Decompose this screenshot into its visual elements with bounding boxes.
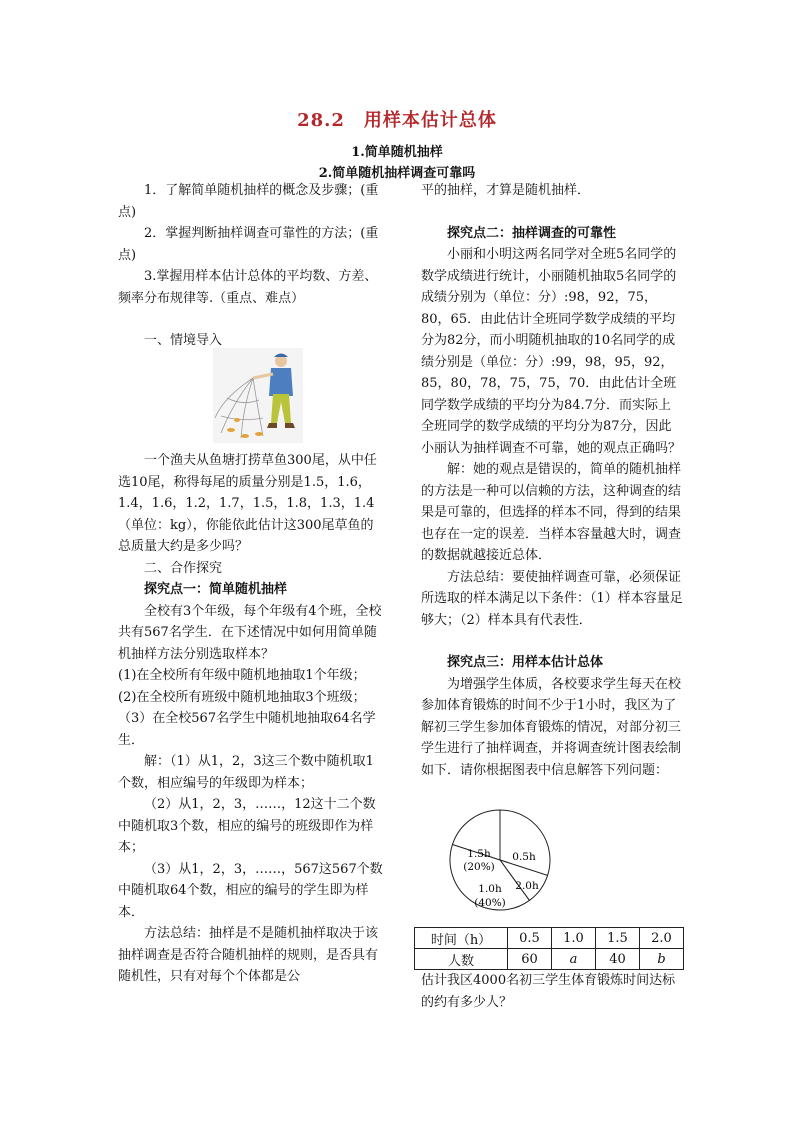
time-cell: 1.5: [596, 928, 640, 949]
point1-item-3: （3）在全校567名学生中随机地抽取64名学生．: [118, 711, 376, 748]
count-cell: a: [552, 949, 596, 970]
point2-solution: 解：她的观点是错误的，简单的随机抽样的方法是一种可以信赖的方法，这种调查的结果是可靠的，但选择的样本不同，得到的结果也存在一定的误差．当样本容量越大时，调查的数据就越接近总体．: [421, 462, 682, 563]
slice-percent-1.0h: (40%): [474, 897, 506, 909]
point1-heading: 探究点一：简单随机抽样: [144, 582, 288, 597]
point1-item-1: (1)在全校所有年级中随机地抽取1个年级；: [118, 668, 366, 683]
table-row: [415, 928, 684, 949]
slice-label-1.0h: 1.0h: [478, 883, 502, 895]
slice-percent-1.5h: (20%): [463, 861, 495, 873]
point2-summary: 方法总结：要使抽样调查可靠，必须保证所选取的样本满足以下条件：（1）样本容量足够大；（2）样本具有代表性．: [421, 569, 683, 628]
intro-problem: 一个渔夫从鱼塘打捞草鱼300尾，从中任选10尾，称得每尾的质量分别是1.5，1.6，1.4，1.6，1.2，1.7，1.5，1.8，1.3，1.4（单位：kg），你能依此估计这300尾草鱼的总质量大约是多少吗？: [118, 453, 377, 554]
subtitle-1: 1.简单随机抽样: [351, 145, 443, 160]
point1-item-2: (2)在全校所有班级中随机地抽取3个班级；: [118, 689, 366, 705]
point1-summary: 方法总结：抽样是不是随机抽样取决于该抽样调查是否符合随机抽样的规则，是否具有随机性，只有对每个个体都是公: [118, 926, 379, 984]
time-cell: 1.0: [552, 928, 596, 949]
point1-solution-3: （3）从1，2，3，……，567这567个数中随机取64个数，相应的编号的学生即为样本．: [118, 861, 383, 920]
left-column-lower: [118, 450, 383, 988]
count-cell: b: [640, 949, 684, 970]
point2-question: 小丽和小明这两名同学对全班5名同学的数学成绩进行统计，小丽随机抽取5名同学的成绩分别为（单位：分）:98，92，75，80，65．由此估计全班同学数学成绩的平均分为82分，而小明随机抽取的10名同学的成绩分别是（单位：分）:99，98，95，92，85，80，78，75，75，70．由此估计全班同学数学成绩的平均分为84.7分．而实际上全班同学的数学成绩的平均分为87分，因此小丽认为抽样调查不可靠，她的观点正确吗？: [421, 247, 682, 456]
slice-label-2.0h: 2.0h: [515, 880, 539, 892]
time-cell: 2.0: [640, 928, 684, 949]
count-cell: 60: [508, 949, 552, 970]
slice-label-1.5h: 1.5h: [467, 848, 491, 860]
row-header-time: 时间（h）: [415, 928, 508, 949]
time-cell: 0.5: [508, 928, 552, 949]
point2-heading: 探究点二：抽样调查的可靠性: [447, 225, 617, 241]
point1-solution-1: 解：（1）从1，2，3这三个数中随机取1个数，相应编号的年级即为样本；: [118, 754, 374, 791]
point1-solution-2: （2）从1，2，3，……，12这十二个数中随机取3个数，相应的编号的班级即作为样本；: [118, 797, 376, 855]
slice-label-0.5h: 0.5h: [512, 851, 536, 863]
goal-3: 3.掌握用样本估计总体的平均数、方差、频率分布规律等.（重点、难点）: [118, 269, 378, 306]
fisherman-illustration: [213, 348, 303, 443]
page-title: 28.2 用样本估计总体: [297, 110, 497, 131]
subtitle-2: 2.简单随机抽样调查可靠吗: [318, 166, 476, 181]
point3-question: 为增强学生体质，各校要求学生每天在校参加体育锻炼的时间不少于1小时，我区为了解初三学生参加体育锻炼的情况，对部分初三学生进行了抽样调查，并将调查统计图表绘制如下．请你根据图表中信息解答下列问题：: [421, 676, 682, 778]
section-heading-explore: 二、合作探究: [144, 560, 223, 576]
point3-final: 估计我区4000名初三学生体育锻炼时间达标的约有多少人？: [421, 973, 676, 1010]
left-column: [118, 180, 383, 352]
section-heading-intro: 一、情境导入: [144, 333, 223, 348]
pie-chart: [445, 795, 555, 925]
goal-1: 1．了解简单随机抽样的概念及步骤；(重点): [118, 183, 379, 220]
point1-question: 全校有3个年级，每个年级有4个班，全校共有567名学生．在下述情况中如何用简单随机抽样方法分别选取样本？: [118, 603, 382, 662]
table-row: [415, 949, 684, 970]
frequency-table: [414, 927, 684, 970]
continuation-text: 平的抽样，才算是随机抽样．: [421, 183, 591, 198]
final-question: [421, 970, 683, 1013]
count-cell: 40: [596, 949, 640, 970]
row-header-count: 人数: [415, 949, 508, 970]
goal-2: 2．掌握判断抽样调查可靠性的方法；(重点): [118, 226, 379, 263]
point3-heading: 探究点三：用样本估计总体: [447, 655, 604, 670]
right-column: [421, 180, 683, 781]
